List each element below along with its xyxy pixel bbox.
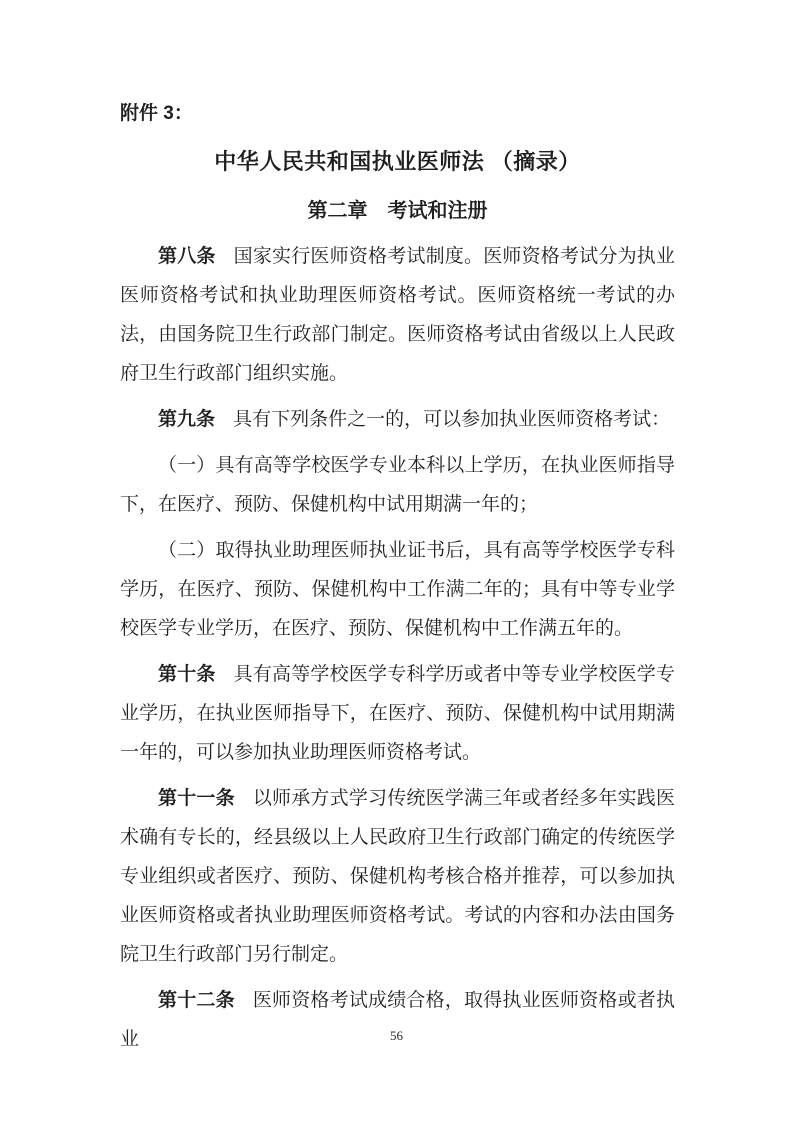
document-body [120,237,675,1059]
paragraph-text: 具有下列条件之一的，可以参加执业医师资格考试： [233,409,671,430]
article-label: 第八条 [158,246,216,267]
paragraph-text: （二）取得执业助理医师执业证书后，具有高等学校医学专科学历，在医疗、预防、保健机构中工作满二年的；具有中等专业学校医学专业学历，在医疗、预防、保健机构中工作满五年的。 [120,540,675,639]
article-label: 第十条 [158,664,216,685]
article-label: 第十一条 [158,788,235,809]
paragraph-item-1 [120,446,675,524]
paragraph-item-2 [120,531,675,648]
paragraph-text: （一）具有高等学校医学专业本科以上学历，在执业医师指导下，在医疗、预防、保健机构中试用期满一年的； [120,455,675,515]
paragraph-article-9 [120,400,675,439]
chapter-heading: 第二章 考试和注册 [307,200,488,222]
article-label: 第十二条 [158,990,235,1011]
paragraph-article-10 [120,655,675,772]
document-title: 中华人民共和国执业医师法 （摘录） [214,149,581,174]
page-number: 56 [390,1028,403,1043]
article-label: 第九条 [158,409,216,430]
paragraph-article-8 [120,237,675,393]
paragraph-text: 国家实行医师资格考试制度。医师资格考试分为执业医师资格考试和执业助理医师资格考试。医师资格统一考试的办法，由国务院卫生行政部门制定。医师资格考试由省级以上人民政府卫生行政部门组织实施。 [120,246,675,384]
paragraph-text: 以师承方式学习传统医学满三年或者经多年实践医术确有专长的，经县级以上人民政府卫生行政部门确定的传统医学专业组织或者医疗、预防、保健机构考核合格并推荐，可以参加执业医师资格或者执业助理医师资格考试。考试的内容和办法由国务院卫生行政部门另行制定。 [120,788,675,965]
paragraph-text: 具有高等学校医学专科学历或者中等专业学校医学专业学历，在执业医师指导下，在医疗、预防、保健机构中试用期满一年的，可以参加执业助理医师资格考试。 [120,664,675,763]
paragraph-text: 医师资格考试成绩合格，取得执业医师资格或者执业 [120,990,675,1050]
paragraph-article-11 [120,779,675,974]
paragraph-article-12 [120,981,675,1059]
attachment-label: 附件 3： [120,103,193,124]
